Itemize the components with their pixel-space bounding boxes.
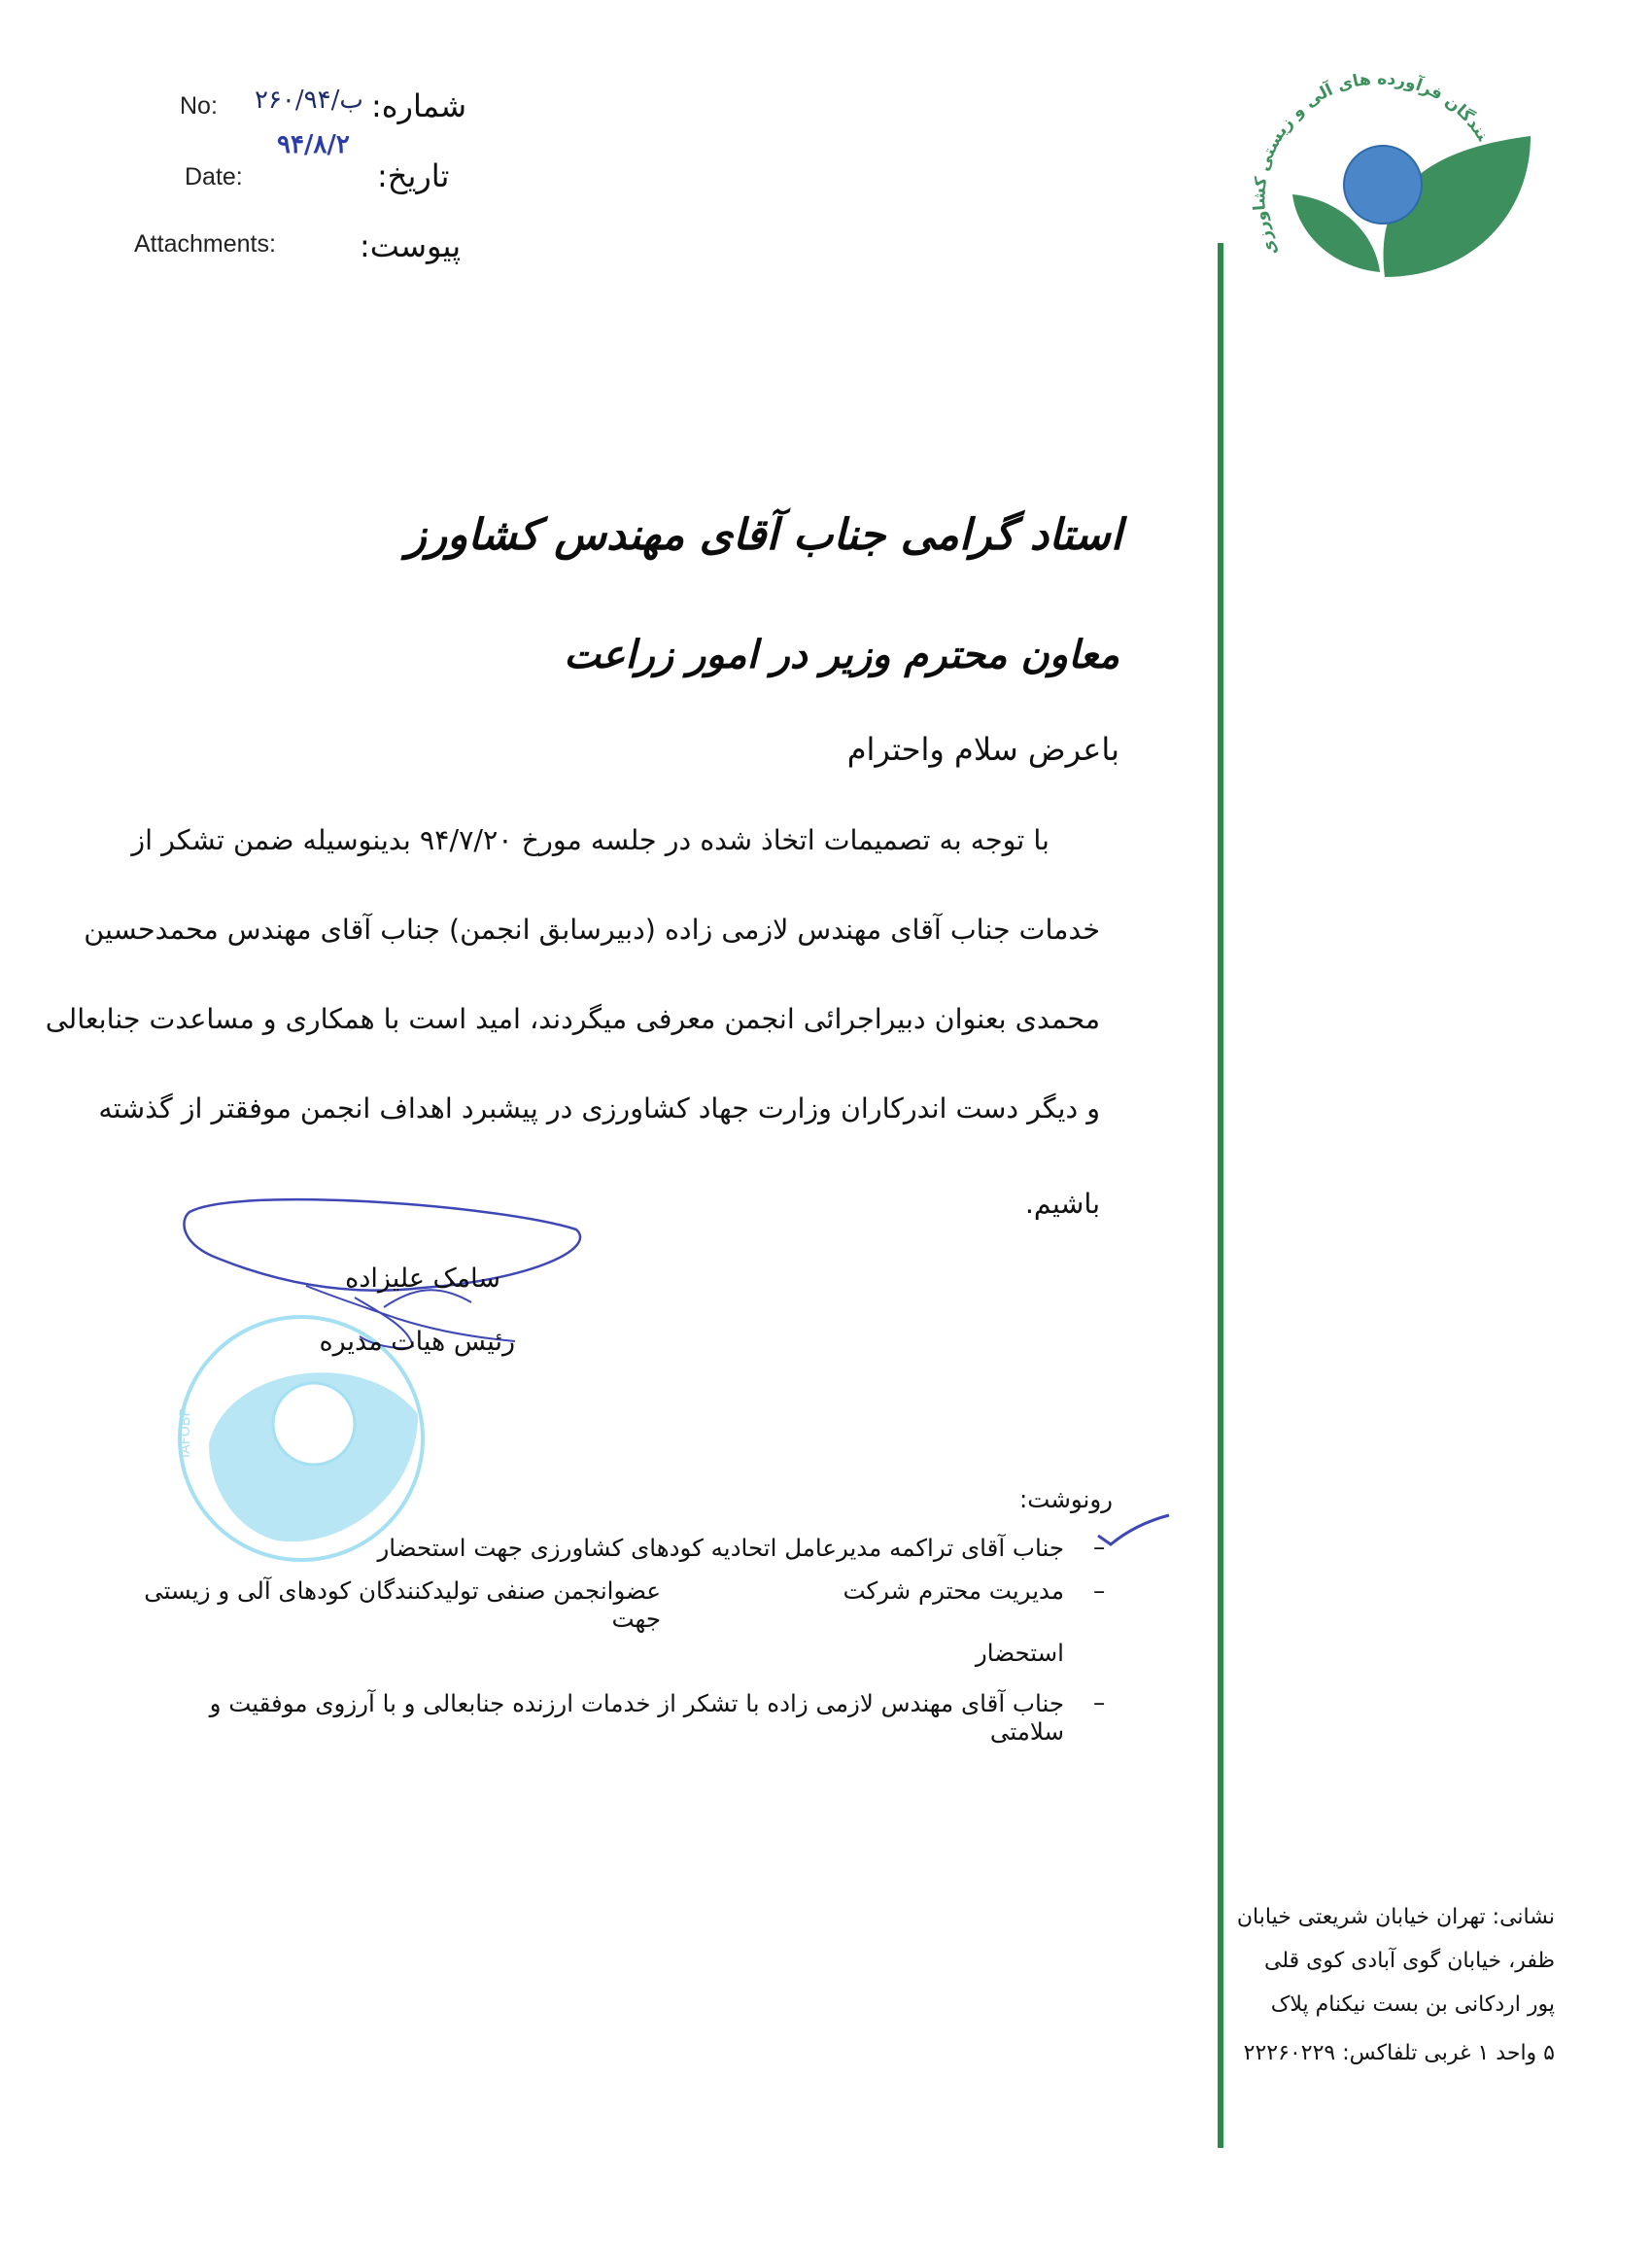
- body-line-2: خدمات جناب آقای مهندس لازمی زاده (دبیرسابق انجمن) جناب آقای مهندس محمدحسین: [84, 914, 1100, 946]
- salutation: باعرض سلام واحترام: [846, 731, 1119, 768]
- cc-bullet: –: [1093, 1688, 1106, 1716]
- signatory-title: رئیس هیات مدیره: [319, 1327, 515, 1357]
- recipient-line-1: استاد گرامی جناب آقای مهندس کشاورز: [405, 510, 1122, 560]
- cc-item-1: جناب آقای تراکمه مدیرعامل اتحادیه کودهای کشاورزی جهت استحضار: [377, 1534, 1064, 1562]
- cc-bullet: –: [1093, 1576, 1106, 1605]
- vertical-divider: [1218, 243, 1223, 2148]
- body-line-4: و دیگر دست اندرکاران وزارت جهاد کشاورزی در پیشبرد اهداف انجمن موفقتر از گذشته: [98, 1092, 1100, 1125]
- attachments-label-en: Attachments:: [134, 230, 276, 258]
- stamp-text: IAFOBP: [178, 1408, 193, 1458]
- recipient-line-2: معاون محترم وزیر در امور زراعت: [564, 632, 1119, 677]
- address-line-2: ظفر، خیابان گوی آبادی کوی قلی: [1264, 1949, 1555, 1973]
- attachments-label-fa: پیوست:: [360, 227, 462, 264]
- logo-arc-text: نندگان فرآورده های آلی و زیستی کشاورزی: [1250, 69, 1493, 260]
- address-line-4: ۵ واحد ۱ غربی تلفاکس: ۲۲۲۶۰۲۲۹: [1243, 2041, 1555, 2065]
- date-label-fa: تاریخ:: [377, 157, 450, 194]
- number-label-en: No:: [180, 92, 218, 120]
- date-value: ۹۴/۸/۲: [277, 130, 350, 159]
- number-value: ۲۶۰/ب/۹۴: [255, 86, 363, 115]
- body-line-1: با توجه به تصمیمات اتخاذ شده در جلسه مورخ ۹۴/۷/۲۰ بدینوسیله ضمن تشکر از: [131, 824, 1050, 856]
- association-logo: [1239, 44, 1535, 306]
- address-line-1: نشانی: تهران خیابان شریعتی خیابان: [1236, 1905, 1555, 1929]
- address-line-3: پور اردکانی بن بست نیکنام پلاک: [1270, 1992, 1555, 2017]
- logo-emblem-icon: [1239, 44, 1535, 306]
- cc-heading: رونوشت:: [1019, 1485, 1113, 1513]
- signatory-name: سامک علیزاده: [345, 1263, 500, 1294]
- body-line-3: محمدی بعنوان دبیراجرائی انجمن معرفی میگردند، امید است با همکاری و مساعدت جنابعالی: [45, 1003, 1100, 1035]
- cc-item-3: جناب آقای مهندس لازمی زاده با تشکر از خدمات ارزنده جنابعالی و با آرزوی موفقیت و سلامتی: [209, 1689, 1064, 1746]
- cc-item-2b: عضوانجمن صنفی تولیدکنندگان کودهای آلی و زیستی جهت: [144, 1576, 661, 1633]
- cc-item-2: مدیریت محترم شرکت: [843, 1576, 1064, 1605]
- date-label-en: Date:: [185, 163, 243, 190]
- cc-item-2c: استحضار: [975, 1639, 1064, 1667]
- number-label-fa: شماره:: [371, 87, 467, 124]
- cc-bullet: –: [1093, 1533, 1106, 1561]
- body-line-5: باشیم.: [1024, 1188, 1100, 1220]
